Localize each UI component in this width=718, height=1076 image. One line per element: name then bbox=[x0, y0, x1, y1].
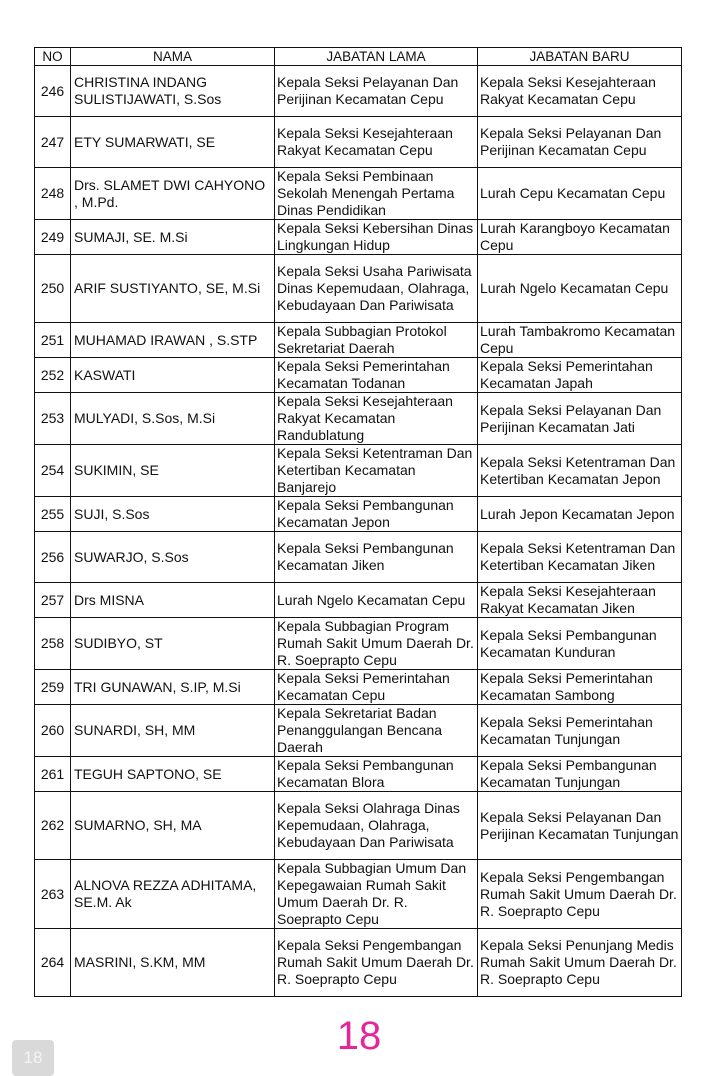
row-nama: TRI GUNAWAN, S.IP, M.Si bbox=[71, 670, 275, 705]
table-row bbox=[35, 445, 682, 497]
row-jabatan-baru: Kepala Seksi Pemerintahan Kecamatan Japah bbox=[478, 358, 682, 393]
row-nama: SUMARNO, SH, MA bbox=[71, 792, 275, 860]
table-row bbox=[35, 323, 682, 358]
row-no: 248 bbox=[35, 168, 71, 220]
row-nama: SUKIMIN, SE bbox=[71, 445, 275, 497]
row-jabatan-baru: Kepala Seksi Kesejahteraan Rakyat Kecamatan Jiken bbox=[478, 583, 682, 618]
row-nama: SUDIBYO, ST bbox=[71, 618, 275, 670]
row-jabatan-lama: Kepala Seksi Pembinaan Sekolah Menengah Pertama Dinas Pendidikan bbox=[275, 168, 478, 220]
row-no: 258 bbox=[35, 618, 71, 670]
row-jabatan-lama: Kepala Seksi Pemerintahan Kecamatan Todanan bbox=[275, 358, 478, 393]
row-jabatan-baru: Lurah Jepon Kecamatan Jepon bbox=[478, 497, 682, 532]
row-jabatan-baru: Lurah Karangboyo Kecamatan Cepu bbox=[478, 220, 682, 255]
row-jabatan-baru: Kepala Seksi Pemerintahan Kecamatan Tunjungan bbox=[478, 705, 682, 757]
table-row bbox=[35, 168, 682, 220]
row-nama: Drs MISNA bbox=[71, 583, 275, 618]
page-number: 18 bbox=[336, 1014, 382, 1058]
table-header-row bbox=[35, 48, 682, 66]
row-nama: ARIF SUSTIYANTO, SE, M.Si bbox=[71, 255, 275, 323]
row-jabatan-baru: Kepala Seksi Pelayanan Dan Perijinan Kecamatan Cepu bbox=[478, 117, 682, 168]
row-nama: MUHAMAD IRAWAN , S.STP bbox=[71, 323, 275, 358]
table-row bbox=[35, 757, 682, 792]
header-no: NO bbox=[35, 48, 71, 66]
row-nama: TEGUH SAPTONO, SE bbox=[71, 757, 275, 792]
row-jabatan-baru: Kepala Seksi Pelayanan Dan Perijinan Kecamatan Jati bbox=[478, 393, 682, 445]
header-nama: NAMA bbox=[71, 48, 275, 66]
row-no: 254 bbox=[35, 445, 71, 497]
row-jabatan-baru: Kepala Seksi Ketentraman Dan Ketertiban Kecamatan Jiken bbox=[478, 532, 682, 583]
table-row bbox=[35, 618, 682, 670]
row-jabatan-lama: Kepala Seksi Kesejahteraan Rakyat Kecamatan Cepu bbox=[275, 117, 478, 168]
row-no: 253 bbox=[35, 393, 71, 445]
row-jabatan-lama: Kepala Seksi Pelayanan Dan Perijinan Kecamatan Cepu bbox=[275, 66, 478, 117]
row-nama: MASRINI, S.KM, MM bbox=[71, 929, 275, 997]
row-jabatan-lama: Lurah Ngelo Kecamatan Cepu bbox=[275, 583, 478, 618]
row-no: 257 bbox=[35, 583, 71, 618]
row-jabatan-lama: Kepala Seksi Olahraga Dinas Kepemudaan, Olahraga, Kebudayaan Dan Pariwisata bbox=[275, 792, 478, 860]
row-jabatan-lama: Kepala Subbagian Umum Dan Kepegawaian Rumah Sakit Umum Daerah Dr. R. Soeprapto Cepu bbox=[275, 860, 478, 929]
row-jabatan-baru: Kepala Seksi Pengembangan Rumah Sakit Umum Daerah Dr. R. Soeprapto Cepu bbox=[478, 860, 682, 929]
row-no: 252 bbox=[35, 358, 71, 393]
row-jabatan-lama: Kepala Subbagian Protokol Sekretariat Daerah bbox=[275, 323, 478, 358]
row-jabatan-lama: Kepala Seksi Pembangunan Kecamatan Jepon bbox=[275, 497, 478, 532]
row-jabatan-lama: Kepala Seksi Usaha Pariwisata Dinas Kepemudaan, Olahraga, Kebudayaan Dan Pariwisata bbox=[275, 255, 478, 323]
row-no: 251 bbox=[35, 323, 71, 358]
table-row bbox=[35, 929, 682, 997]
row-jabatan-baru: Lurah Cepu Kecamatan Cepu bbox=[478, 168, 682, 220]
table-row bbox=[35, 532, 682, 583]
row-jabatan-lama: Kepala Seksi Kesejahteraan Rakyat Kecamatan Randublatung bbox=[275, 393, 478, 445]
table-row bbox=[35, 583, 682, 618]
row-no: 255 bbox=[35, 497, 71, 532]
row-jabatan-baru: Kepala Seksi Pembangunan Kecamatan Tunjungan bbox=[478, 757, 682, 792]
row-jabatan-lama: Kepala Seksi Pembangunan Kecamatan Jiken bbox=[275, 532, 478, 583]
row-jabatan-lama: Kepala Seksi Pemerintahan Kecamatan Cepu bbox=[275, 670, 478, 705]
table-row bbox=[35, 220, 682, 255]
table-row bbox=[35, 860, 682, 929]
row-jabatan-lama: Kepala Seksi Pengembangan Rumah Sakit Umum Daerah Dr. R. Soeprapto Cepu bbox=[275, 929, 478, 997]
row-jabatan-baru: Kepala Seksi Pelayanan Dan Perijinan Kecamatan Tunjungan bbox=[478, 792, 682, 860]
table-row bbox=[35, 705, 682, 757]
page-indicator-badge[interactable]: 18 bbox=[12, 1040, 54, 1076]
row-nama: SUNARDI, SH, MM bbox=[71, 705, 275, 757]
table-row bbox=[35, 255, 682, 323]
row-jabatan-lama: Kepala Subbagian Program Rumah Sakit Umum Daerah Dr. R. Soeprapto Cepu bbox=[275, 618, 478, 670]
row-nama: Drs. SLAMET DWI CAHYONO , M.Pd. bbox=[71, 168, 275, 220]
row-nama: SUMAJI, SE. M.Si bbox=[71, 220, 275, 255]
row-jabatan-lama: Kepala Sekretariat Badan Penanggulangan Bencana Daerah bbox=[275, 705, 478, 757]
row-jabatan-baru: Kepala Seksi Penunjang Medis Rumah Sakit Umum Daerah Dr. R. Soeprapto Cepu bbox=[478, 929, 682, 997]
header-jabatan-baru: JABATAN BARU bbox=[478, 48, 682, 66]
row-no: 261 bbox=[35, 757, 71, 792]
table-row bbox=[35, 670, 682, 705]
personnel-table bbox=[34, 47, 682, 997]
row-jabatan-lama: Kepala Seksi Kebersihan Dinas Lingkungan Hidup bbox=[275, 220, 478, 255]
row-jabatan-baru: Lurah Ngelo Kecamatan Cepu bbox=[478, 255, 682, 323]
row-nama: ALNOVA REZZA ADHITAMA, SE.M. Ak bbox=[71, 860, 275, 929]
header-jabatan-lama: JABATAN LAMA bbox=[275, 48, 478, 66]
row-nama: SUJI, S.Sos bbox=[71, 497, 275, 532]
row-no: 246 bbox=[35, 66, 71, 117]
row-no: 264 bbox=[35, 929, 71, 997]
row-jabatan-baru: Kepala Seksi Kesejahteraan Rakyat Kecamatan Cepu bbox=[478, 66, 682, 117]
table-row bbox=[35, 66, 682, 117]
table-row bbox=[35, 792, 682, 860]
row-nama: MULYADI, S.Sos, M.Si bbox=[71, 393, 275, 445]
row-no: 263 bbox=[35, 860, 71, 929]
row-jabatan-lama: Kepala Seksi Ketentraman Dan Ketertiban Kecamatan Banjarejo bbox=[275, 445, 478, 497]
table-row bbox=[35, 117, 682, 168]
row-no: 260 bbox=[35, 705, 71, 757]
table-row bbox=[35, 497, 682, 532]
row-nama: KASWATI bbox=[71, 358, 275, 393]
row-jabatan-lama: Kepala Seksi Pembangunan Kecamatan Blora bbox=[275, 757, 478, 792]
row-nama: SUWARJO, S.Sos bbox=[71, 532, 275, 583]
row-nama: CHRISTINA INDANG SULISTIJAWATI, S.Sos bbox=[71, 66, 275, 117]
row-jabatan-baru: Lurah Tambakromo Kecamatan Cepu bbox=[478, 323, 682, 358]
row-jabatan-baru: Kepala Seksi Pemerintahan Kecamatan Sambong bbox=[478, 670, 682, 705]
row-no: 262 bbox=[35, 792, 71, 860]
table-body bbox=[35, 66, 682, 997]
row-jabatan-baru: Kepala Seksi Ketentraman Dan Ketertiban Kecamatan Jepon bbox=[478, 445, 682, 497]
row-no: 250 bbox=[35, 255, 71, 323]
row-no: 247 bbox=[35, 117, 71, 168]
row-jabatan-baru: Kepala Seksi Pembangunan Kecamatan Kunduran bbox=[478, 618, 682, 670]
row-no: 249 bbox=[35, 220, 71, 255]
row-no: 259 bbox=[35, 670, 71, 705]
row-nama: ETY SUMARWATI, SE bbox=[71, 117, 275, 168]
table-row bbox=[35, 358, 682, 393]
row-no: 256 bbox=[35, 532, 71, 583]
table-row bbox=[35, 393, 682, 445]
